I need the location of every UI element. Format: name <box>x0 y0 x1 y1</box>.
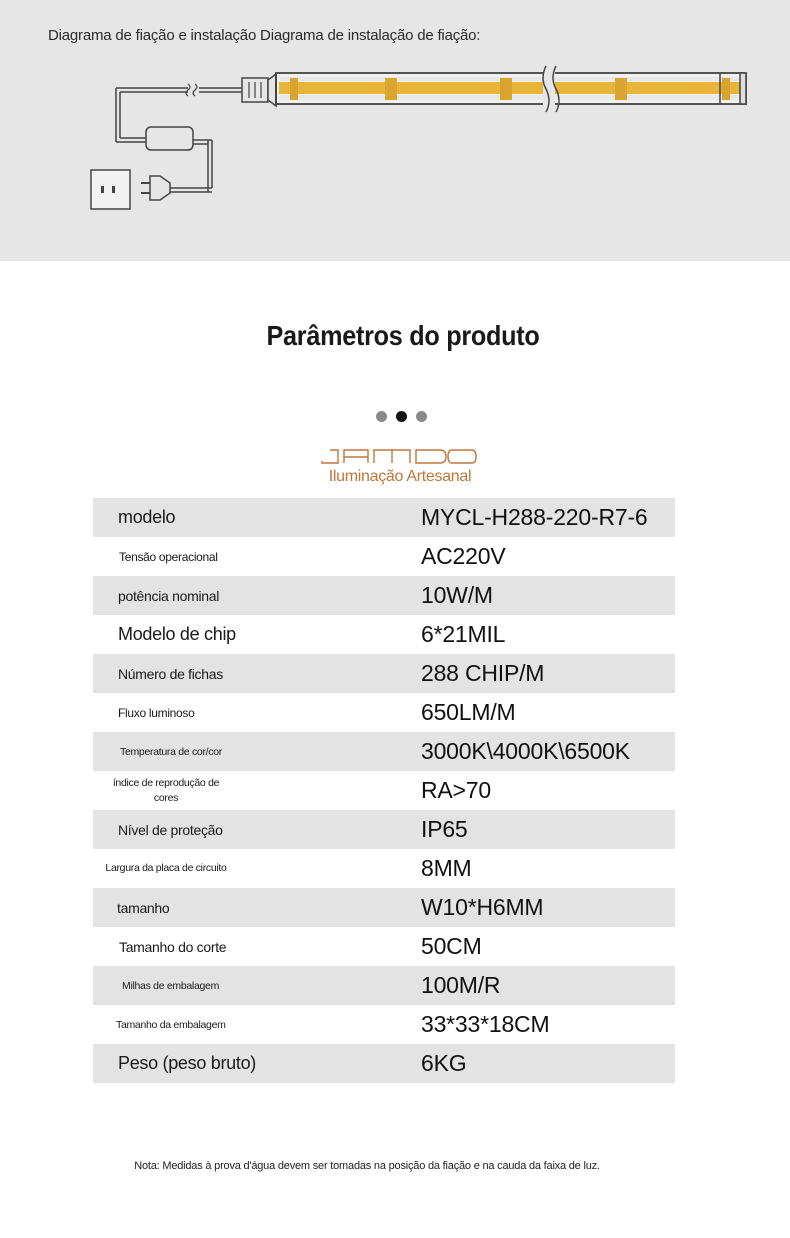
diagram-title: Diagrama de fiação e instalação Diagrama de instalação de fiação: <box>48 27 481 44</box>
brand-logo <box>320 447 480 467</box>
carousel-dot-active[interactable] <box>396 411 407 422</box>
spec-label: potência nominal <box>118 587 220 604</box>
spec-value: 33*33*18CM <box>421 1011 550 1037</box>
footnote: Nota: Medidas à prova d'água devem ser tomadas na posição da fiação e na cauda da faixa de luz. <box>134 1160 600 1172</box>
spec-value: 650LM/M <box>421 699 516 725</box>
spec-value: 288 CHIP/M <box>421 660 545 686</box>
table-row <box>93 966 675 1005</box>
spec-label: Fluxo luminoso <box>118 705 195 720</box>
table-row <box>93 771 675 810</box>
led-strip-icon <box>276 66 746 112</box>
table-row <box>93 693 675 732</box>
spec-label: Tensão operacional <box>119 549 218 564</box>
spec-label: modelo <box>118 507 176 527</box>
spec-label: Milhas de embalagem <box>122 979 220 992</box>
table-row <box>93 615 675 654</box>
spec-label: Tamanho do corte <box>119 938 227 955</box>
table-row <box>93 537 675 576</box>
table-row <box>93 810 675 849</box>
wiring-diagram-section <box>0 0 790 261</box>
spec-value: W10*H6MM <box>421 894 544 920</box>
table-row <box>93 927 675 966</box>
strip-connector-icon <box>242 74 276 106</box>
spec-value: MYCL-H288-220-R7-6 <box>421 504 648 530</box>
spec-label: Modelo de chip <box>118 624 236 644</box>
spec-label: Largura da placa de circuito <box>105 862 227 874</box>
spec-value: AC220V <box>421 543 506 569</box>
table-row <box>93 849 675 888</box>
wall-socket-icon <box>91 170 130 209</box>
table-row <box>93 498 675 537</box>
spec-value: RA>70 <box>421 777 491 803</box>
spec-value: 10W/M <box>421 582 493 608</box>
table-row <box>93 1005 675 1044</box>
table-row <box>93 888 675 927</box>
table-row <box>93 654 675 693</box>
spec-table <box>93 498 675 1083</box>
spec-value: 3000K\4000K\6500K <box>421 738 630 764</box>
spec-value: 6KG <box>421 1050 467 1076</box>
carousel-dot[interactable] <box>376 411 387 422</box>
carousel-dot[interactable] <box>416 411 427 422</box>
page-title: Parâmetros do produto <box>266 320 540 351</box>
table-row <box>93 732 675 771</box>
spec-value: 100M/R <box>421 972 501 998</box>
spec-value: 8MM <box>421 855 472 881</box>
spec-value: IP65 <box>421 816 468 842</box>
table-row <box>93 1044 675 1083</box>
wiring-diagram-illustration <box>0 0 790 261</box>
spec-value: 6*21MIL <box>421 621 506 647</box>
spec-label: Tamanho da embalagem <box>116 1018 226 1031</box>
spec-label: Temperatura de cor/cor <box>120 745 222 758</box>
spec-value: 50CM <box>421 933 482 959</box>
spec-label: tamanho <box>117 899 170 916</box>
driver-box-icon <box>116 127 193 150</box>
table-row <box>93 576 675 615</box>
brand-tagline: Iluminação Artesanal <box>328 468 472 485</box>
carousel-dots <box>376 411 436 423</box>
spec-label: Peso (peso bruto) <box>118 1053 256 1073</box>
spec-label: Nível de proteção <box>118 821 223 838</box>
spec-label: índice de reprodução de cores <box>112 776 220 804</box>
spec-label: Número de fichas <box>118 665 223 682</box>
